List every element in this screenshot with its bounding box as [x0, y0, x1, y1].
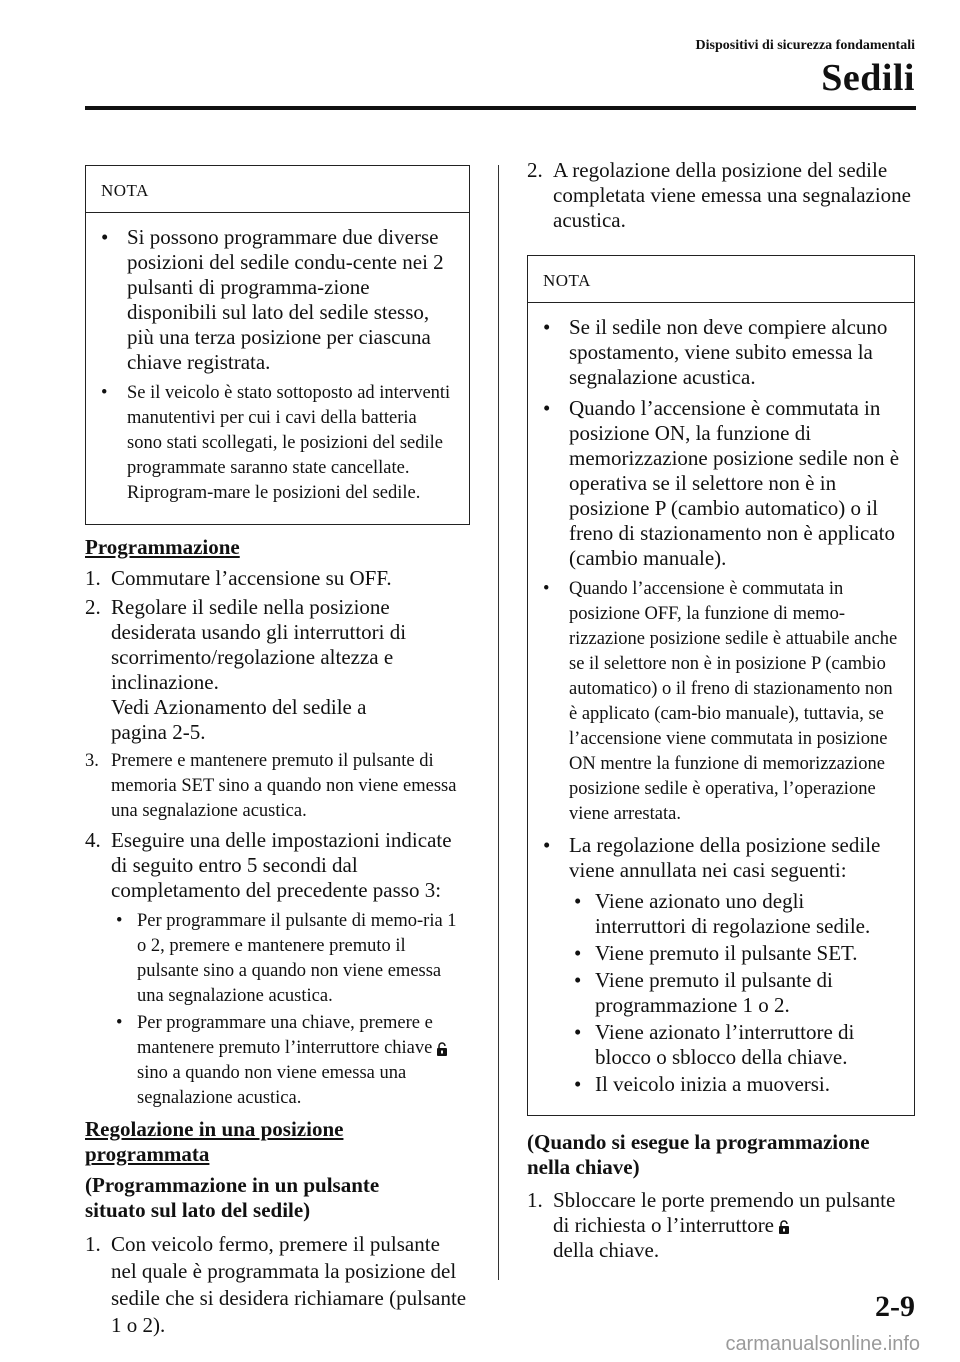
- bullet-icon: •: [101, 225, 109, 249]
- note-bullet: • Se il veicolo è stato sottoposto ad interventi manutentivi per cui i cavi della batteria sono stati scollegati, le posizioni del sedile programmate saranno state cancellate. Riprogram-mare le posizioni del sedile.: [101, 383, 451, 503]
- bullet-icon: •: [101, 383, 108, 403]
- note-bullet: • Quando l’accensione è commutata in posizione ON, la funzione di memorizzazione posizione sedile non è operativa se il selettore non è in posizione P (cambio automatico) o il freno di stazionamento non è applicato (cambio manuale).: [543, 396, 900, 570]
- note-heading: NOTA: [528, 256, 914, 303]
- sub-item: • Viene azionato l’interruttore di blocco o sblocco della chiave.: [574, 1020, 855, 1069]
- note-bullet: • Se il sedile non deve compiere alcuno spostamento, viene subito emessa la segnalazione acustica.: [543, 315, 888, 389]
- step-item: 4. Eseguire una delle impostazioni indicate di seguito entro 5 secondi dal completamento del precedente passo 3: • Per programmare il pulsante di memo-ria 1 o 2, premere e mantenere premuto il pulsante sino a quando non viene emessa una segnalazione acustica. • Per programmare una chiave, premere e mantenere premuto l’interruttore chiavesino a quando non viene emessa una segnalazione acustica.: [85, 828, 470, 1111]
- key-lock-icon: [778, 1220, 790, 1234]
- note-bullet: • Quando l’accensione è commutata in posizione OFF, la funzione di memo-rizzazione posizione sedile è attuabile anche se il selettore non è in posizione P (cambio automatico) o il freno di stazionamento non è applicato (cam-bio manuale), tuttavia, se l’accensione viene commutata in posizione ON mentre la funzione di memorizzazione posizione sedile è operativa, l’operazione viene arrestata.: [543, 579, 898, 824]
- note-box: [527, 255, 915, 1116]
- bullet-icon: •: [574, 968, 582, 992]
- sub-item: • Per programmare il pulsante di memo-ria 1 o 2, premere e mantenere premuto il pulsante sino a quando non viene emessa una segnalazione acustica.: [116, 911, 457, 1006]
- subsection-title: (Quando si esegue la programmazione nella chiave): [527, 1130, 870, 1179]
- sub-list: [111, 909, 470, 1111]
- watermark: carmanualsonline.info: [725, 1333, 920, 1355]
- step-item: 2. Regolare il sedile nella posizione desiderata usando gli interruttori di scorrimento/regolazione altezza e inclinazione. Vedi Azionamento del sedile a pagina 2-5.: [85, 595, 407, 744]
- bullet-icon: •: [543, 833, 551, 857]
- bullet-icon: •: [543, 396, 551, 420]
- note-bullet: • La regolazione della posizione sedile viene annullata nei casi seguenti: • Viene azionato uno degli interruttori di regolazione sedile. • Viene premuto il pulsante SET. • Viene premuto il pulsante di programmazione 1 o 2. • Viene azionato l’interruttore di blocco o sblocco della chiave. • Il veicolo inizia a muoversi.: [543, 833, 900, 1097]
- subsection-title: (Programmazione in un pulsante situato sul lato del sedile): [85, 1173, 380, 1222]
- step-item: 1. Sbloccare le porte premendo un pulsante di richiesta o l’interruttore della chiave.: [527, 1188, 896, 1262]
- note-body: [528, 303, 914, 1115]
- note-bullet: • Si possono programmare due diverse posizioni del sedile condu-cente nei 2 pulsanti di programma-zione disponibili sul lato del sedile stesso, più una terza posizione per ciascuna chiave registrata.: [101, 225, 444, 374]
- sub-item: • Viene azionato uno degli interruttori di regolazione sedile.: [574, 889, 871, 938]
- sub-item: • Per programmare una chiave, premere e mantenere premuto l’interruttore chiavesino a quando non viene emessa una segnalazione acustica.: [111, 1011, 470, 1111]
- column-divider: [498, 165, 499, 1280]
- step-item: 1. Con veicolo fermo, premere il pulsante nel quale è programmata la posizione del sedile che si desidera richiamare (pulsante 1 o 2).: [85, 1232, 467, 1337]
- header-rule: [85, 106, 916, 110]
- page-number: 2-9: [875, 1290, 915, 1323]
- left-column: [85, 165, 470, 1343]
- bullet-icon: •: [574, 1072, 582, 1096]
- note-box: [85, 165, 470, 525]
- bullet-icon: •: [574, 1020, 582, 1044]
- note-heading: NOTA: [86, 166, 469, 213]
- bullet-icon: •: [116, 1013, 123, 1033]
- sub-item: • Viene premuto il pulsante SET.: [574, 941, 858, 965]
- bullet-icon: •: [574, 941, 582, 965]
- bullet-icon: •: [116, 911, 123, 931]
- bullet-icon: •: [574, 889, 582, 913]
- sub-item: • Il veicolo inizia a muoversi.: [574, 1072, 831, 1096]
- step-item: 2. A regolazione della posizione del sedile completata viene emessa una segnalazione acustica.: [527, 158, 912, 232]
- note-body: [86, 213, 469, 524]
- key-lock-icon: [436, 1042, 448, 1056]
- page-title: Sedili: [821, 57, 915, 99]
- step-item: 3. Premere e mantenere premuto il pulsante di memoria SET sino a quando non viene emessa una segnalazione acustica.: [85, 751, 457, 821]
- section-title-regolazione: Regolazione in una posizione programmata: [85, 1117, 344, 1166]
- sub-list: [569, 889, 900, 1097]
- right-column: [527, 158, 915, 1267]
- sub-item: • Viene premuto il pulsante di programmazione 1 o 2.: [574, 968, 833, 1017]
- step-item: 1. Commutare l’accensione su OFF.: [85, 566, 392, 590]
- bullet-icon: •: [543, 315, 551, 339]
- bullet-icon: •: [543, 579, 550, 599]
- header-section: Dispositivi di sicurezza fondamentali: [695, 38, 915, 53]
- section-title-programmazione: Programmazione: [85, 535, 240, 559]
